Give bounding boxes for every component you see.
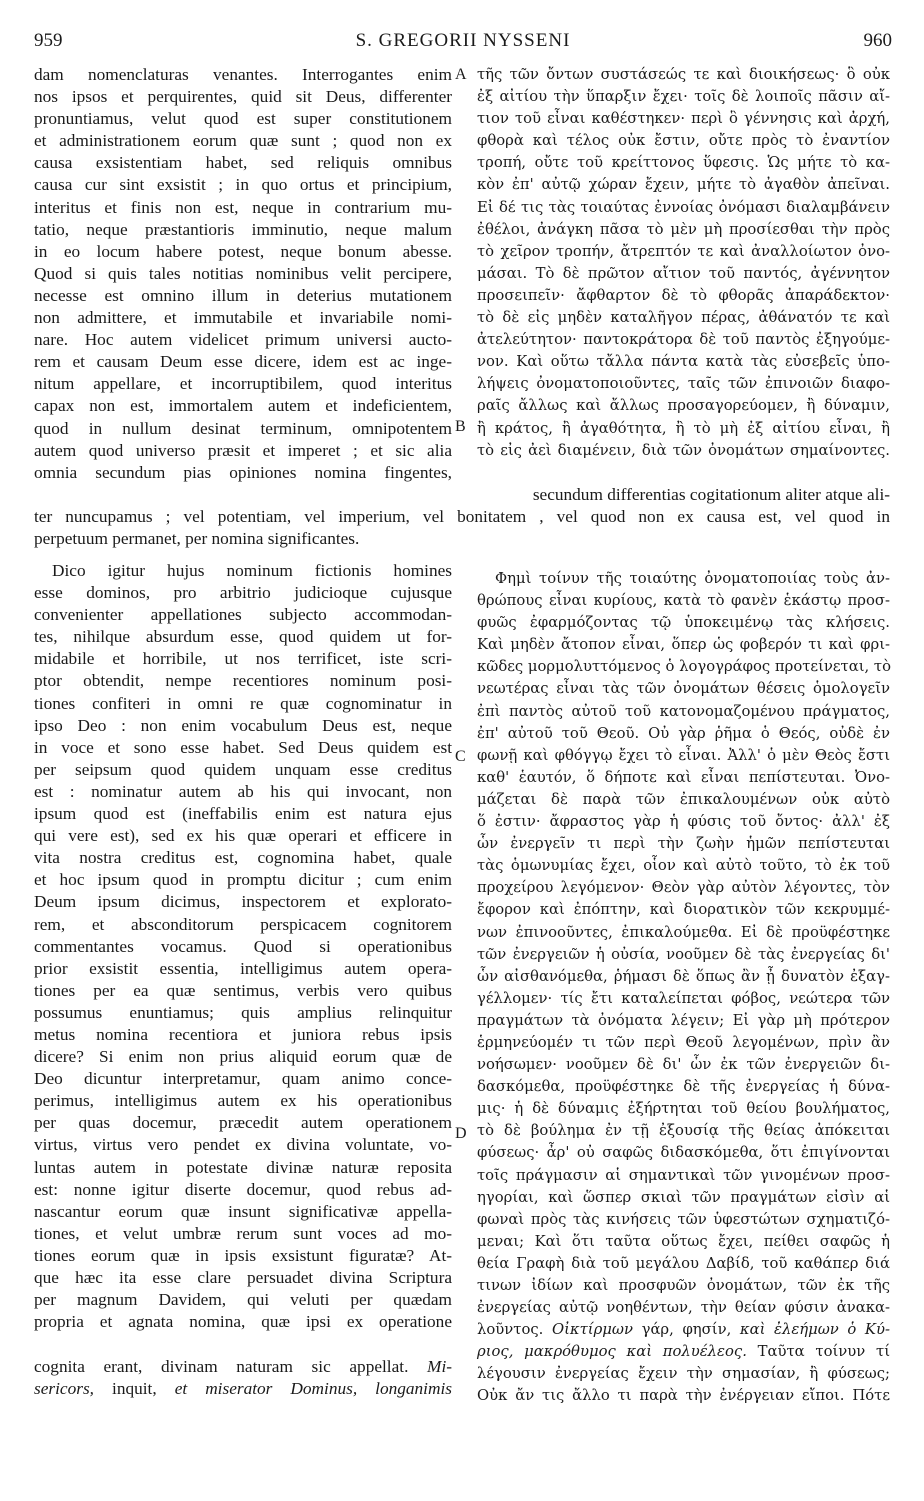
text-line: pronuntiamus, velut quod est super constitutionem [34,109,452,129]
text-line: τὸ χεῖρον τροπήν, ἄτρεπτόν τε καὶ ἀναλλοίωτον ὀνο- [477,242,890,260]
text-line: ἐξ αἰτίου τὴν ὕπαρξιν ἔχει· τοῖς δὲ λοιποῖς πᾶσιν αἴ- [477,88,890,106]
text-line: τὸ εἰς ἀεὶ διαμένειν, διὰ τῶν ὀνομάτων σημαίνοντες. [477,441,890,459]
latin-column-top [34,64,452,484]
text-line: καθ' ἑαυτόν, ὅ δήποτε καὶ εἶναι πεπίστευται. Ὀνο- [477,768,890,786]
page-number-right: 960 [863,30,892,51]
running-title: S. GREGORII NYSSENI [355,30,571,51]
text-line: nare. Hoc autem videlicet primum universi aucto- [34,330,452,350]
text-line: necesse est omnino illum in deterius mutationem [34,285,452,305]
text-line: non admittere, et immutabile et invariabile nomi- [34,308,452,328]
greek-last-line-b: ριος, μακρόθυμος καὶ πολυέλεος. Ταῦτα τοίνυν τί [477,1343,891,1361]
full-width-lines [34,484,890,528]
text-line: nitum appellare, et incorruptibilem, quod interitus [34,374,452,394]
text-line: tiones confiteri in omni re quæ cognominatur in [34,693,452,713]
text-line: ipso Deo : non enim vocabulum Deus est, neque [34,715,452,735]
text-line: πραγμάτων τὰ ὀνόματα λέγειν; Εἰ γὰρ μὴ πρότερον [477,1011,890,1029]
text-line: νεωτέρας εἶναι τὰς τῶν ὀνομάτων θέσεις ὁμολογεῖν [477,680,890,698]
latin-column-bottom [34,560,452,1333]
text-line: θεία Γραφὴ διὰ τοῦ μεγάλου Δαβίδ, τοῦ καθάπερ διά [477,1254,890,1272]
text-line: vita nostra creditus est, cognomina habet, quale [34,848,452,868]
text-line: ἢ κράτος, ἢ ἀγαθότητα, ἢ τὸ μὴ ἐξ αἰτίου εἶναι, ἢ [477,419,890,437]
text-line: τὸ δὲ βούλημα ἐν τῇ ἐξουσίᾳ τῆς θείας ἀπόκειται [477,1122,890,1140]
text-line: προσειπεῖν· ἄφθαρτον δὲ τὸ φθορᾶς ἀπαράδεκτον· [477,286,890,304]
text-line: δασκόμεθα, προϋφέστηκε δὲ τῆς ἐνεργείας ἡ δύνα- [477,1078,890,1096]
text-line: τιον τοῦ εἶναι καθέστηκεν· περὶ ὃ γέννησις καὶ ἀρχή, [477,110,890,128]
latin-last-line-b: sericors, inquit, et miserator Dominus, longanimis [34,1378,452,1398]
text-line: est: nonne igitur diserte docemur, quod rebus ad- [34,1179,452,1199]
text-line: omnia secundum pias opiniones nomina fingentes, [34,462,452,482]
text-line: μάζεται δὲ παρὰ τῶν ἐπικαλουμένων οὐκ αὐτὸ [477,790,890,808]
text-line: tatio, neque præstantioris imminutio, neque malum [34,219,452,239]
greek-column-top [477,64,890,462]
text-line: τινων ἰδίων καὶ προσφυῶν ὀνομάτων, τῶν ἐκ τῆς [477,1277,890,1294]
text-line: ἑρμηνεύομέν τι τῶν περὶ Θεοῦ λεγομένων, πρὶν ἂν [477,1033,890,1051]
margin-mark-b: B [455,418,466,435]
text-line: Quod si quis tales notitias nominibus velit percipere, [34,263,452,283]
text-line: ἐθέλοι, ἀνάγκη πᾶσα τὸ μὲν μὴ προσίεσθαι τὴν πρὸς [477,220,890,238]
text-line: causa cur sint exsistit ; in quo ortus et principium, [34,175,452,195]
text-line: μεναι; Καὶ ὅτι ταῦτα οὕτως ἔχει, πείθει σαφῶς ἡ [477,1232,890,1250]
text-line: Καὶ μηδὲν ἄτοπον εἶναι, ὅπερ ὡς φοβερόν τι καὶ φρι- [477,636,890,654]
text-line: τὰς ὁμωνυμίας ἔχει, οἷον καὶ αὐτὸ τοῦτο, τὸ ἐκ τοῦ [477,857,890,875]
text-line: autem quod universo præsit et imperet ; et sic alia [34,440,452,460]
text-line: causa exsistentiam habet, sed reliquis omnibus [34,153,452,173]
text-line: φθορὰ καὶ τέλος οὐκ ἔστιν, οὔτε πρὸς τὸ ἐναντίον [477,132,890,150]
text-line: ὅ ἐστιν· ἄφραστος γὰρ ἡ φύσις τοῦ ὄντος· ἀλλ' ἐξ [477,813,890,831]
text-line: tiones eorum quæ in ipsis exsistunt figuratæ? At- [34,1245,452,1265]
text-line: ἐπὶ παντὸς αὐτοῦ τοῦ κατονομαζομένου πράγματος, [477,702,890,720]
page-header [34,30,892,56]
margin-mark-c: C [455,748,466,765]
text-line: νοήσωμεν· νοοῦμεν δὲ δι' ὧν ἐκ τῶν ἐνεργειῶν δι- [477,1056,890,1074]
text-line: per magnum Davidem, qui veluti per quædam [34,1290,452,1310]
page-number-left: 959 [34,30,63,51]
text-line: esse dominos, pro arbitrio judicioque cujusque [34,583,452,603]
text-line: ἔφορον καὶ ἐπόπτην, καὶ διορατικὸν τῶν κεκρυμμέ- [477,901,890,919]
margin-mark-a: A [455,66,467,83]
text-line: quod in nullum desinat terminum, omnipotentem [34,418,452,438]
text-line: interitus et finis non est, neque in contrarium mu- [34,197,452,217]
text-line: et administrationem eorum quæ sunt ; quod non ex [34,131,452,151]
text-line: γέλλομεν· τίς ἔτι καταλείπεται φόβος, νεώτερα τῶν [477,989,890,1007]
latin-perpetuum-line: perpetuum permanet, per nomina significantes. [34,529,360,548]
text-line: Deo dicuntur interpretamur, quam animo conce- [34,1069,452,1089]
text-line: Dico igitur hujus nominum fictionis homines [52,561,452,580]
text-line: νων ἐπινοοῦντες, ἐπικαλούμεθα. Εἰ δὲ προϋφέστηκε [477,923,890,941]
text-line: νον. Καὶ οὕτω τἄλλα πάντα κατὰ τὰς εὐσεβεῖς ὑπο- [477,353,890,371]
text-line: τροπή, οὔτε τοῦ κρείττονος ὕφεσις. Ὡς μήτε τὸ κα- [477,154,890,172]
text-line: possumus enuntiamus; quis amplius relinquitur [34,1002,452,1022]
text-line: in eo locum habere potest, neque bonum abesse. [34,241,452,261]
text-line: ptor obtendit, nempe recentiores nominum posi- [34,671,452,691]
text-line: que hæc ita esse clare persuadet divina Scriptura [34,1268,452,1287]
text-line: τὸ δὲ εἰς μηδὲν καταλῆγον πέρας, ἀθάνατόν τε καὶ [477,309,890,327]
text-line: rem, et absconditorum perspicacem cognitorem [34,914,452,934]
text-line: tiones, et velut umbræ rerum sunt voces ad mo- [34,1223,452,1243]
text-line: ἐνεργείας αὐτῷ νοηθέντων, τὴν θείαν φύσιν ἀνακα- [477,1299,890,1317]
text-line: ηγορίαι, καὶ ὥσπερ σκιαὶ τῶν πραγμάτων εἰσὶν αἱ [477,1188,890,1206]
text-line: in voce et sono esse habet. Sed Deus quidem est [34,737,452,757]
text-line: ραῖς ἄλλως καὶ ἄλλως προσαγορεύομεν, ἢ δύναμιν, [477,397,890,415]
text-line: Φημὶ τοίνυν τῆς τοιαύτης ὀνοματοποιίας τοὺς ἀν- [495,570,890,587]
text-line: μάσαι. Τὸ δὲ πρῶτον αἴτιον τοῦ παντός, ἀγέννητον [477,264,890,282]
text-line: metus nomina recentiora et juniora rebus ipsis [34,1024,452,1044]
text-line: commentantes vocamus. Quod si operationibus [34,936,452,956]
text-line: ipsum quod est (ineffabilis enim est natura ejus [34,804,452,824]
text-line: θρώπους εἶναι κυρίους, κατὰ τὸ φανὲν ἑκάστῳ προσ- [477,592,890,610]
text-line: τῶν ἐνεργειῶν ἡ οὐσία, νοοῦμεν δὲ τὰς ἐνεργείας δι' [477,945,890,963]
text-line: ἀτελεύτητον· παντοκράτορα δὲ τοῦ παντὸς ἐξηγούμε- [477,331,890,349]
text-line: perimus, intelligimus autem ex his operationibus [34,1091,452,1111]
text-line: dam nomenclaturas venantes. Interrogantes enim [34,65,452,84]
latin-last-line-a: cognita erant, divinam naturam sic appellat. Mi- [34,1356,452,1376]
text-line: dicere? Si enim non prius aliquid eorum quæ de [34,1047,452,1067]
text-line: est : nominatur autem ab his qui invocant, non [34,781,452,801]
full-width-line: secundum differentias cogitationum aliter atque ali- [532,485,890,504]
text-line: convenienter appellationes subjecto accommodan- [34,605,452,625]
text-line: ὧν ἐνεργεῖν τι περὶ τὴν ζωὴν ἡμῶν πεπίστευται [477,835,890,853]
text-line: Εἰ δέ τις τὰς τοιαύτας ἐννοίας ὀνόμασι διαλαμβάνειν [477,198,890,216]
greek-column-bottom [477,568,890,1319]
text-line: μις· ἡ δὲ δύναμις ἐξήρτηται τοῦ θείου βουλήματος, [477,1100,890,1118]
text-line: rem et causam Deum esse dicere, idem est ac inge- [34,352,452,372]
text-line: φωναὶ πρὸς τὰς κινήσεις τῶν ὑφεστώτων σχηματιζό- [477,1210,890,1228]
text-line: προχείρου λεγόμενον· Θεὸν γὰρ αὐτὸν λέγοντες, τὸν [477,879,890,897]
greek-last-line-c: λέγουσιν ἐνεργείας ἔχειν τὴν σημασίαν, ἢ φύσεως; [477,1365,890,1383]
text-line: nos ipsos et perquirentes, quid sit Deus, differenter [34,87,452,107]
text-line: prior exsistit essentia, intelligimus autem opera- [34,958,452,978]
text-line: tiones per ea quæ sentimus, verbis vero quibus [34,980,452,1000]
text-line: Deum ipsum dicimus, inspectorem et explorato- [34,892,452,912]
text-line: capax non est, immortalem autem et indeficientem, [34,396,452,416]
text-line: φυῶς ἐφαρμόζοντας τῷ ὑποκειμένῳ τὰς κλήσεις. [477,614,890,632]
text-line: qui vere est), sed ex his quæ operari et efficere in [34,826,452,846]
text-line: τῆς τῶν ὄντων συστάσεώς τε καὶ διοικήσεως· ὃ οὐκ [477,66,890,83]
text-line: κὸν ἐπ' αὐτῷ χώραν ἔχειν, μήτε τὸ ἀγαθὸν ἀπεῖναι. [477,176,890,194]
text-line: tes, nihilque absurdum esse, quod quidem ut for- [34,627,452,647]
greek-last-line-d: Οὐκ ἄν τις ἄλλο τι παρὰ τὴν ἐνέργειαν εἴποι. Πότε [477,1387,890,1405]
text-line: λήψεις ὀνοματοποιοῦντες, ταῖς τῶν ἐπινοιῶν διαφο- [477,375,890,393]
text-line: ὧν αἰσθανόμεθα, ῥήμασι δὲ ὅπως ἂν ᾖ δυνατὸν ἐξαγ- [477,967,890,985]
latin-last-lines [34,1356,452,1400]
text-line: per seipsum quod quidem unquam esse creditus [34,759,452,779]
text-line: nascantur eorum quæ insunt significativæ appella- [34,1201,452,1221]
full-width-line: ter nuncupamus ; vel potentiam, vel imperium, vel bonitatem , vel quod non ex causa est, vel quod in [34,507,890,527]
text-line: per quas docemur, præcedit autem operationem [34,1113,452,1133]
text-line: propria et agnata nomina, quæ ipsi ex operatione [34,1312,452,1332]
text-line: φωνῇ καὶ φθόγγῳ ἔχει τὸ εἶναι. Ἀλλ' ὁ μὲν Θεὸς ἔστι [477,746,890,764]
text-line: midabile et horribile, ut nos terrificet, iste scri- [34,649,452,669]
text-line: ἐπ' αὐτοῦ τοῦ Θεοῦ. Οὐ γὰρ ῥῆμα ὁ Θεός, οὐδὲ ἐν [477,724,890,742]
text-line: et hoc ipsum quod in promptu dicitur ; cum enim [34,870,452,890]
greek-last-line-a: λοῦντος. Οἰκτίρμων γάρ, φησίν, καὶ ἐλεήμων ὁ Κύ- [477,1321,890,1338]
text-line: κῶδες μορμολυττόμενος ὁ λογογράφος προτείνεται, τὸ [477,658,892,676]
greek-last-lines [477,1319,890,1407]
text-line: luntas autem in potestate divinæ naturæ reposita [34,1157,452,1177]
text-line: τοῖς πράγμασιν αἱ σημαντικαὶ τῶν γινομένων προσ- [477,1166,890,1184]
margin-mark-d: D [455,1125,467,1142]
text-line: virtus, virtus vero pendet ex divina voluntate, vo- [34,1135,452,1155]
text-line: φύσεως· ἆρ' οὐ σαφῶς διδασκόμεθα, ὅτι ἐπιγίνονται [477,1144,890,1162]
